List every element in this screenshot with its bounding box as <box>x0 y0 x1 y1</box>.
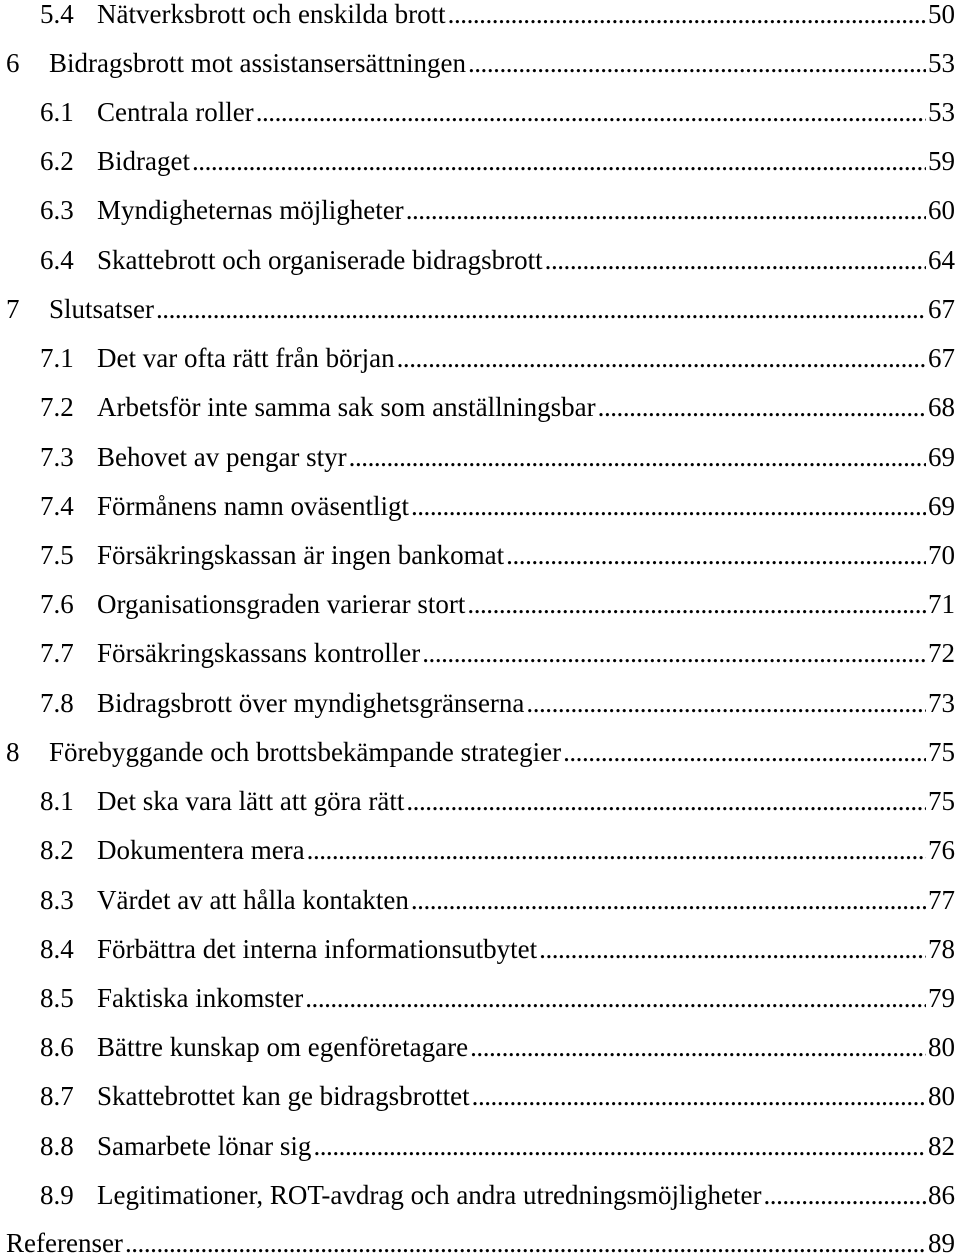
toc-entry-page: 79 <box>928 983 955 1013</box>
toc-entry-title: Samarbete lönar sig <box>97 1131 312 1161</box>
toc-entry-number: 7.8 <box>40 688 74 718</box>
toc-entry-page: 68 <box>928 392 955 422</box>
dot-leader <box>763 1178 926 1212</box>
toc-entry-title: Nätverksbrott och enskilda brott <box>97 0 446 29</box>
toc-entry-page: 73 <box>928 688 955 718</box>
toc-entry-page: 71 <box>928 589 955 619</box>
toc-entry[interactable] <box>0 390 960 424</box>
toc-entry-title: Skattebrottet kan ge bidragsbrottet <box>97 1081 470 1111</box>
dot-leader <box>192 144 926 178</box>
toc-entry[interactable] <box>0 46 960 80</box>
toc-entry[interactable] <box>0 981 960 1015</box>
dot-leader <box>468 46 926 80</box>
toc-entry[interactable] <box>0 440 960 474</box>
toc-entry-number: 8.4 <box>40 934 74 964</box>
dot-leader <box>539 932 926 966</box>
toc-entry[interactable] <box>0 1079 960 1113</box>
toc-entry[interactable] <box>0 1030 960 1064</box>
toc-entry[interactable] <box>0 0 960 31</box>
toc-entry-title: Dokumentera mera <box>97 835 305 865</box>
toc-entry[interactable] <box>0 538 960 572</box>
dot-leader <box>422 636 926 670</box>
toc-entry[interactable] <box>0 243 960 277</box>
dot-leader <box>545 243 926 277</box>
toc-entry-number: 7.6 <box>40 589 74 619</box>
toc-entry-number: 7.2 <box>40 392 74 422</box>
dot-leader <box>470 1030 926 1064</box>
toc-entry[interactable] <box>0 1129 960 1163</box>
toc-entry[interactable] <box>0 95 960 129</box>
dot-leader <box>598 390 926 424</box>
dot-leader <box>305 981 926 1015</box>
toc-entry-number: 7.3 <box>40 442 74 472</box>
toc-entry-number: 7.7 <box>40 638 74 668</box>
toc-entry-title: Faktiska inkomster <box>97 983 304 1013</box>
toc-entry[interactable] <box>0 341 960 375</box>
toc-entry[interactable] <box>0 735 960 769</box>
toc-entry-title: Förbättra det interna informationsutbytet <box>97 934 538 964</box>
toc-entry-title: Värdet av att hålla kontakten <box>97 885 409 915</box>
dot-leader <box>256 95 926 129</box>
toc-entry[interactable] <box>0 932 960 966</box>
dot-leader <box>506 538 926 572</box>
toc-entry[interactable] <box>0 686 960 720</box>
dot-leader <box>307 833 926 867</box>
toc-entry-number: 6.2 <box>40 146 74 176</box>
toc-entry-title: Bidraget <box>97 146 190 176</box>
toc-entry-number: 6.4 <box>40 245 74 275</box>
toc-entry-number: 6.1 <box>40 97 74 127</box>
toc-entry-title: Bättre kunskap om egenföretagare <box>97 1032 469 1062</box>
toc-entry-number: 7.4 <box>40 491 74 521</box>
toc-entry-title: Centrala roller <box>97 97 254 127</box>
toc-entry-number: 8.3 <box>40 885 74 915</box>
toc-entry[interactable] <box>0 833 960 867</box>
toc-entry-page: 82 <box>928 1131 955 1161</box>
toc-entry-number: 6.3 <box>40 195 74 225</box>
toc-entry-title: Behovet av pengar styr <box>97 442 347 472</box>
dot-leader <box>397 341 926 375</box>
toc-entry-title: Arbetsför inte samma sak som anställningsbar <box>97 392 596 422</box>
toc-entry[interactable] <box>0 587 960 621</box>
dot-leader <box>406 784 926 818</box>
toc-entry-title: Det ska vara lätt att göra rätt <box>97 786 405 816</box>
toc-entry-title: Bidragsbrott över myndighetsgränserna <box>97 688 525 718</box>
toc-entry-page: 72 <box>928 638 955 668</box>
dot-leader <box>313 1129 926 1163</box>
toc-entry-number: 7.1 <box>40 343 74 373</box>
toc-entry-page: 59 <box>928 146 955 176</box>
toc-entry-title: Referenser <box>6 1228 123 1258</box>
toc-entry-references[interactable] <box>0 1226 960 1260</box>
toc-entry-page: 53 <box>928 48 955 78</box>
toc-entry-page: 86 <box>928 1180 955 1210</box>
toc-entry-title: Bidragsbrott mot assistansersättningen <box>49 48 466 78</box>
toc-entry[interactable] <box>0 1178 960 1212</box>
toc-entry-title: Organisationsgraden varierar stort <box>97 589 466 619</box>
dot-leader <box>526 686 926 720</box>
toc-entry[interactable] <box>0 144 960 178</box>
toc-entry-page: 78 <box>928 934 955 964</box>
toc-entry-title: Slutsatser <box>49 294 154 324</box>
toc-entry-title: Skattebrott och organiserade bidragsbrott <box>97 245 543 275</box>
toc-entry-page: 60 <box>928 195 955 225</box>
dot-leader <box>349 440 926 474</box>
toc-entry[interactable] <box>0 489 960 523</box>
toc-entry-page: 80 <box>928 1081 955 1111</box>
toc-entry-page: 69 <box>928 491 955 521</box>
dot-leader <box>467 587 926 621</box>
toc-entry-title: Förmånens namn oväsentligt <box>97 491 409 521</box>
toc-entry-number: 8.8 <box>40 1131 74 1161</box>
toc-entry[interactable] <box>0 883 960 917</box>
toc-entry-page: 67 <box>928 343 955 373</box>
dot-leader <box>156 292 926 326</box>
toc-entry-page: 70 <box>928 540 955 570</box>
toc-entry[interactable] <box>0 784 960 818</box>
dot-leader <box>448 0 926 31</box>
toc-entry-number: 8.9 <box>40 1180 74 1210</box>
toc-entry-page: 50 <box>928 0 955 29</box>
toc-entry-page: 67 <box>928 294 955 324</box>
toc-entry-number: 8 <box>6 737 20 767</box>
toc-entry-number: 8.2 <box>40 835 74 865</box>
toc-entry-title: Det var ofta rätt från början <box>97 343 395 373</box>
toc-entry-number: 6 <box>6 48 20 78</box>
dot-leader <box>472 1079 926 1113</box>
dot-leader <box>125 1226 926 1260</box>
toc-entry-page: 53 <box>928 97 955 127</box>
toc-entry-title: Försäkringskassan är ingen bankomat <box>97 540 505 570</box>
toc-entry-page: 89 <box>928 1228 955 1258</box>
toc-entry-page: 80 <box>928 1032 955 1062</box>
toc-entry-number: 7.5 <box>40 540 74 570</box>
toc-entry-number: 7 <box>6 294 20 324</box>
toc-entry-page: 69 <box>928 442 955 472</box>
toc-entry-page: 75 <box>928 737 955 767</box>
toc-entry-number: 8.7 <box>40 1081 74 1111</box>
dot-leader <box>406 193 926 227</box>
dot-leader <box>563 735 926 769</box>
toc-entry-page: 77 <box>928 885 955 915</box>
toc-entry[interactable] <box>0 193 960 227</box>
toc-entry-number: 8.1 <box>40 786 74 816</box>
toc-entry[interactable] <box>0 636 960 670</box>
dot-leader <box>411 883 926 917</box>
toc-entry-title: Förebyggande och brottsbekämpande strategier <box>49 737 562 767</box>
toc-entry[interactable] <box>0 292 960 326</box>
toc-entry-number: 8.5 <box>40 983 74 1013</box>
toc-entry-title: Försäkringskassans kontroller <box>97 638 421 668</box>
toc-entry-number: 5.4 <box>40 0 74 29</box>
toc-entry-title: Myndigheternas möjligheter <box>97 195 404 225</box>
dot-leader <box>411 489 926 523</box>
toc-entry-number: 8.6 <box>40 1032 74 1062</box>
toc-entry-title: Legitimationer, ROT-avdrag och andra utredningsmöjligheter <box>97 1180 762 1210</box>
toc-entry-page: 76 <box>928 835 955 865</box>
toc-entry-page: 64 <box>928 245 955 275</box>
toc-entry-page: 75 <box>928 786 955 816</box>
